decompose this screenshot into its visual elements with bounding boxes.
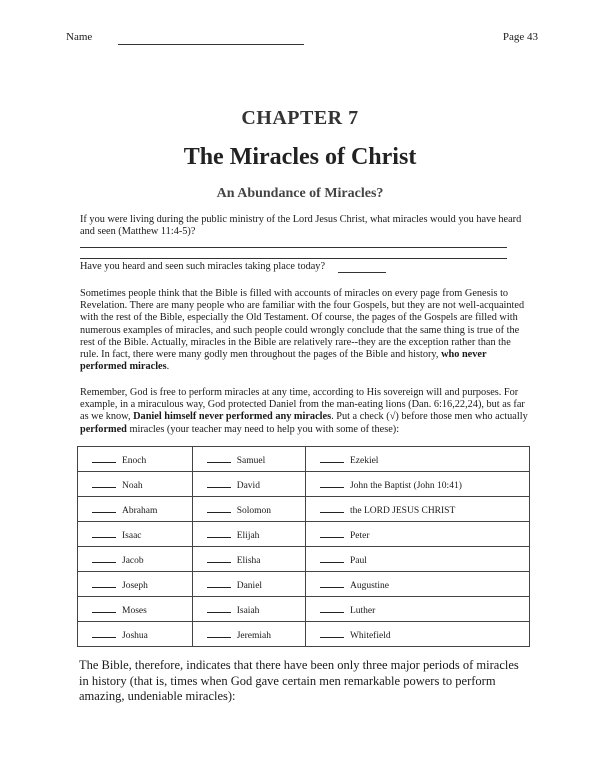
- table-row: [78, 597, 530, 622]
- person-name: Jacob: [122, 555, 144, 566]
- person-name: Isaac: [122, 530, 142, 541]
- men-checklist-table: [77, 446, 530, 647]
- person-name: Samuel: [236, 455, 266, 466]
- check-blank[interactable]: [207, 453, 231, 463]
- chapter-heading: CHAPTER 7: [241, 107, 359, 129]
- check-blank[interactable]: [320, 503, 344, 513]
- person-name: the LORD JESUS CHRIST: [349, 505, 456, 516]
- person-name: Isaiah: [236, 605, 260, 616]
- check-blank[interactable]: [207, 603, 231, 613]
- paragraph-miracles-rare: [80, 288, 528, 373]
- table-cell: [192, 447, 305, 472]
- table-cell: [305, 472, 529, 497]
- table-row: [78, 447, 530, 472]
- table-cell: [305, 572, 529, 597]
- check-blank[interactable]: [320, 628, 344, 638]
- answer-line-3[interactable]: [338, 272, 386, 273]
- check-blank[interactable]: [92, 528, 116, 538]
- second-question: Have you heard and seen such miracles taking place today?: [80, 261, 326, 272]
- person-name: Joshua: [122, 630, 148, 641]
- person-name: Peter: [349, 530, 370, 541]
- table-cell: [192, 597, 305, 622]
- table-cell: [78, 622, 193, 647]
- person-name: Jeremiah: [236, 630, 272, 641]
- table-row: [78, 547, 530, 572]
- person-name: Augustine: [349, 580, 390, 591]
- table-cell: [192, 472, 305, 497]
- check-blank[interactable]: [207, 628, 231, 638]
- check-blank[interactable]: [320, 578, 344, 588]
- check-blank[interactable]: [320, 453, 344, 463]
- table-row: [78, 472, 530, 497]
- person-name: Elisha: [236, 555, 261, 566]
- person-name: Solomon: [236, 505, 272, 516]
- check-blank[interactable]: [207, 528, 231, 538]
- paragraph-1-emphasis: who never performed miracles: [80, 349, 487, 373]
- check-blank[interactable]: [320, 528, 344, 538]
- person-name: Paul: [349, 555, 367, 566]
- table-cell: [78, 522, 193, 547]
- table-row: [78, 522, 530, 547]
- check-blank[interactable]: [207, 503, 231, 513]
- paragraph-2-emphasis-1: Daniel himself never performed any miracles: [133, 411, 332, 423]
- person-name: Luther: [349, 605, 376, 616]
- paragraph-2-text: Remember, God is free to perform miracles at any time, according to His sovereign will and purposes. For example, in a miraculous way, God protected Daniel from the man-eating lions (Dan. 6:16,22,24), but as far as we know,: [80, 387, 525, 423]
- table-cell: [305, 447, 529, 472]
- paragraph-daniel: [80, 387, 528, 436]
- check-blank[interactable]: [207, 478, 231, 488]
- person-name: Whitefield: [349, 630, 391, 641]
- check-blank[interactable]: [92, 628, 116, 638]
- table-cell: [78, 597, 193, 622]
- section-subtitle: An Abundance of Miracles?: [216, 186, 384, 201]
- table-row: [78, 572, 530, 597]
- check-blank[interactable]: [92, 603, 116, 613]
- check-blank[interactable]: [320, 603, 344, 613]
- page-title: The Miracles of Christ: [183, 144, 417, 170]
- table-cell: [78, 447, 193, 472]
- check-blank[interactable]: [207, 553, 231, 563]
- check-blank[interactable]: [92, 553, 116, 563]
- table-cell: [78, 547, 193, 572]
- check-blank[interactable]: [320, 553, 344, 563]
- table-row: [78, 622, 530, 647]
- table-cell: [192, 572, 305, 597]
- check-blank[interactable]: [92, 578, 116, 588]
- paragraph-2-mid: . Put a check (√) before those men who actually: [331, 411, 528, 423]
- person-name: Abraham: [122, 505, 158, 516]
- paragraph-2-emphasis-2: performed: [80, 423, 127, 435]
- check-blank[interactable]: [207, 578, 231, 588]
- person-name: Noah: [122, 480, 143, 491]
- check-blank[interactable]: [92, 503, 116, 513]
- person-name: John the Baptist (John 10:41): [349, 480, 462, 491]
- table-row: [78, 497, 530, 522]
- intro-question: If you were living during the public ministry of the Lord Jesus Christ, what miracles would you have heard and seen (Matthew 11:4-5)?: [80, 214, 522, 238]
- table-cell: [305, 522, 529, 547]
- table-cell: [78, 497, 193, 522]
- paragraph-1-end: .: [166, 361, 170, 373]
- table-cell: [192, 522, 305, 547]
- person-name: Joseph: [122, 580, 148, 591]
- table-cell: [192, 622, 305, 647]
- person-name: David: [236, 480, 260, 491]
- table-cell: [78, 572, 193, 597]
- table-cell: [305, 547, 529, 572]
- person-name: Moses: [122, 605, 147, 616]
- check-blank[interactable]: [320, 478, 344, 488]
- person-name: Daniel: [236, 580, 263, 591]
- check-blank[interactable]: [92, 453, 116, 463]
- table-cell: [78, 472, 193, 497]
- table-cell: [192, 547, 305, 572]
- name-label: Name: [66, 31, 93, 43]
- page-number: Page 43: [502, 31, 538, 43]
- table-cell: [305, 597, 529, 622]
- paragraph-1-text: Sometimes people think that the Bible is filled with accounts of miracles on every page from Genesis to Revelation. There are many people who are familiar with the four Gospels, but they are not well-acquainted with the rest of the Bible, especially the Old Testament. Of course, the pages of the Gospels are filled with numerous examples of miracles, and such people could wrongly conclude that the same thing is true of the rest of the Bible. Actually, miracles in the Bible are relatively rare--they are the exception rather than the rule. In fact, there were many godly men throughout the pages of the Bible and history,: [80, 288, 525, 361]
- answer-line-1[interactable]: [80, 247, 507, 248]
- closing-paragraph: The Bible, therefore, indicates that there have been only three major periods of miracles in history (that is, times when God gave certain men remarkable powers to perform amazing, undeniable miracles):: [79, 658, 519, 703]
- person-name: Enoch: [122, 455, 147, 466]
- person-name: Ezekiel: [349, 455, 379, 466]
- person-name: Elijah: [236, 530, 260, 541]
- name-input-line[interactable]: [118, 44, 304, 45]
- check-blank[interactable]: [92, 478, 116, 488]
- table-cell: [192, 497, 305, 522]
- table-cell: [305, 622, 529, 647]
- table-cell: [305, 497, 529, 522]
- answer-line-2[interactable]: [80, 258, 507, 259]
- paragraph-2-end: miracles (your teacher may need to help you with some of these):: [129, 423, 400, 435]
